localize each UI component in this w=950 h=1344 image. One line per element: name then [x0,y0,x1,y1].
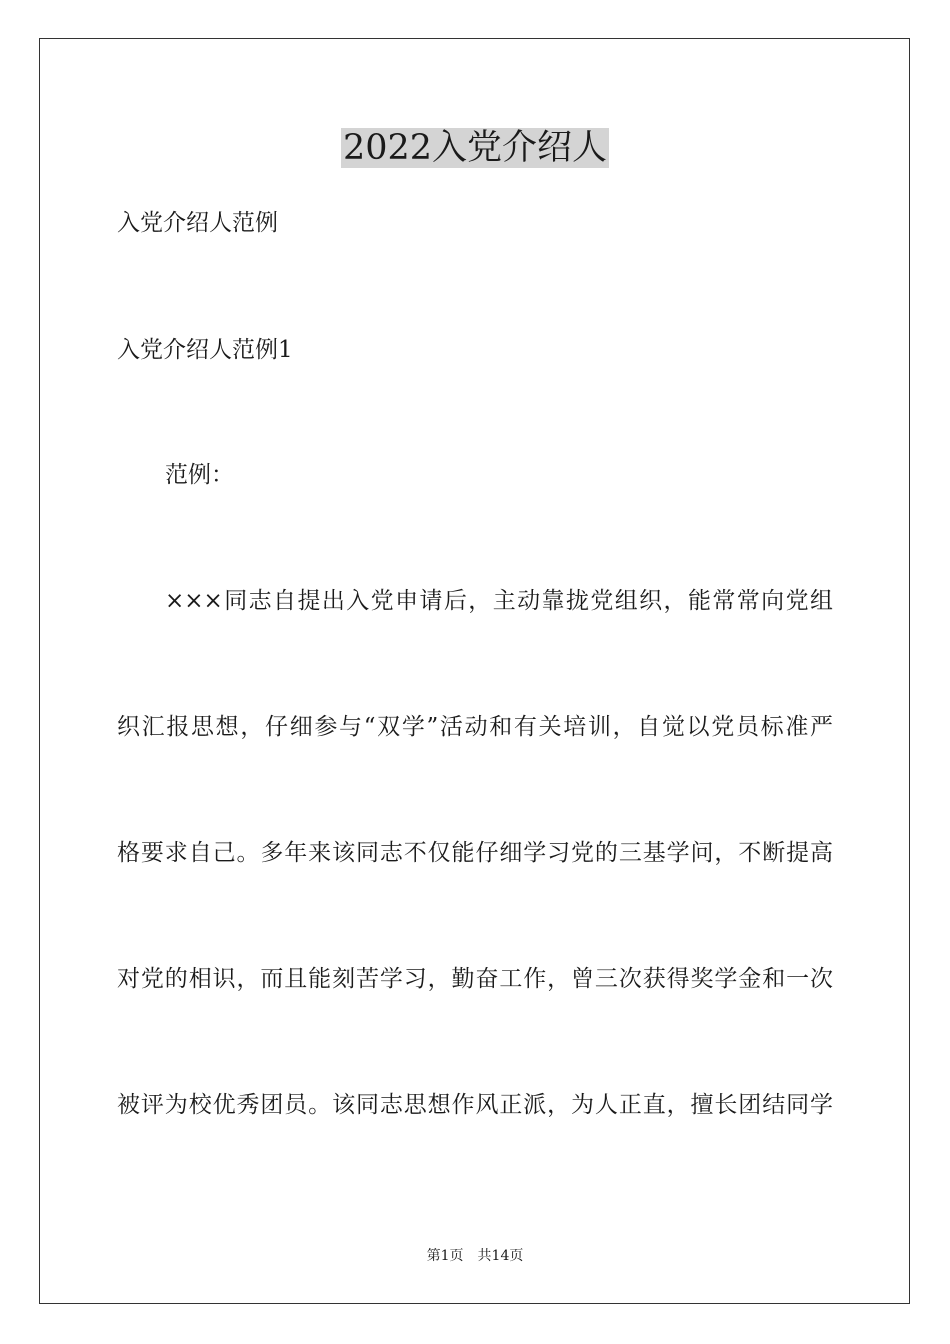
paragraph-line: ×××同志自提出入党申请后，主动靠拢党组织，能常常向党组 [165,588,833,614]
paragraph-line: 被评为校优秀团员。该同志思想作风正派，为人正直，擅长团结同学 [117,1092,833,1118]
paragraph-line: 对党的相识，而且能刻苦学习，勤奋工作，曾三次获得奖学金和一次 [117,966,833,992]
paragraph-line: 格要求自己。多年来该同志不仅能仔细学习党的三基学问，不断提高 [117,840,833,866]
page-footer: 第1页 共14页 [426,1248,524,1264]
document-title [0,126,950,170]
paragraph-line: 织汇报思想，仔细参与“双学”活动和有关培训，自觉以党员标准严 [117,714,833,740]
section-heading: 入党介绍人范例 [117,210,278,236]
lead-text: 范例： [165,462,234,488]
section-subheading: 入党介绍人范例1 [117,337,293,363]
document-title-text: 2022入党介绍人 [342,128,608,168]
